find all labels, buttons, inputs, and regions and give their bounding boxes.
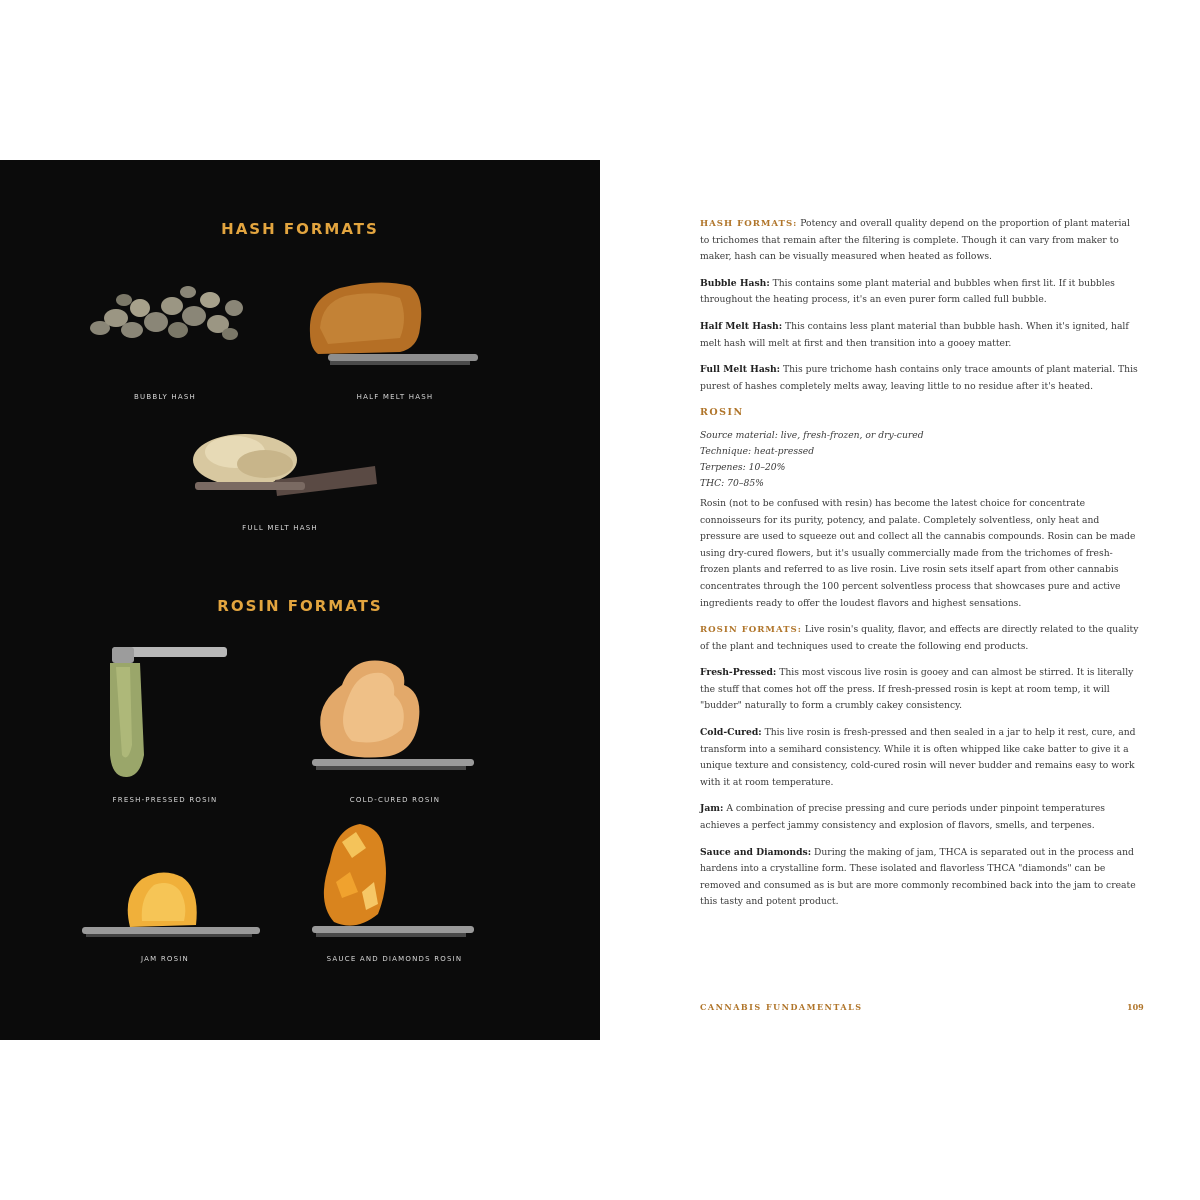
- rosin-thc: THC: 70–85%: [700, 477, 764, 489]
- jam-term: Jam:: [700, 803, 724, 815]
- jam-rosin-image: [82, 865, 262, 945]
- left-page: [0, 160, 600, 1040]
- rosin-formats-title: ROSIN FORMATS: [217, 597, 383, 615]
- half-melt-hash-image: [300, 278, 480, 378]
- sauce-text: During the making of jam, THCA is separated out in the process and hardens into a crystalline form. These isolated and flavorless THCA "diamonds" can be removed and consumed as is but are more commonly recombined back into the jam to create this tasty and potent product.: [700, 846, 1136, 908]
- caption-sauce-and-diamonds-rosin: SAUCE AND DIAMONDS ROSIN: [326, 955, 463, 963]
- cold-cured-rosin-image: [312, 655, 477, 780]
- caption-cold-cured-rosin: COLD-CURED ROSIN: [349, 796, 441, 804]
- page-number: 109: [1127, 1002, 1144, 1012]
- caption-jam-rosin: JAM ROSIN: [141, 955, 189, 963]
- hash-formats-lead: HASH FORMATS:: [700, 219, 798, 229]
- sauce-term: Sauce and Diamonds:: [700, 846, 812, 858]
- half-melt-text: This contains less plant material than bubble hash. When it's ignited, half melt hash will melt at first and then transition into a gooey matter.: [700, 320, 1129, 349]
- full-melt-hash-image: [185, 422, 380, 512]
- rosin-source-material: Source material: live, fresh-frozen, or dry-cured: [700, 429, 924, 441]
- cold-cured-text: This live rosin is fresh-pressed and then sealed in a jar to help it rest, cure, and transform into a semihard consistency. While it is often whipped like cake batter to give it a unique texture and consistency, cold-cured rosin will never budder and remains easy to work with it at room temperature.: [700, 727, 1136, 788]
- cold-cured-term: Cold-Cured:: [700, 727, 762, 739]
- jam-paragraph: [700, 801, 1140, 834]
- hash-formats-paragraph: [700, 216, 1140, 266]
- body-text: [700, 216, 1140, 921]
- rosin-meta: [700, 428, 1140, 492]
- hash-formats-title: HASH FORMATS: [221, 220, 379, 238]
- sauce-and-diamonds-rosin-image: [312, 822, 477, 942]
- full-melt-text: This pure trichome hash contains only trace amounts of plant material. This purest of hashes completely melts away, leaving little to no residue after it's heated.: [700, 364, 1138, 392]
- caption-half-melt-hash: HALF MELT HASH: [356, 393, 434, 401]
- rosin-heading: ROSIN: [700, 407, 744, 419]
- caption-fresh-pressed-rosin: FRESH-PRESSED ROSIN: [112, 796, 218, 804]
- full-melt-term: Full Melt Hash:: [700, 364, 781, 376]
- sauce-paragraph: [700, 845, 1140, 911]
- bubble-hash-text: This contains some plant material and bubbles when first lit. If it bubbles throughout the heating process, it's an even purer form called full bubble.: [700, 277, 1115, 306]
- half-melt-paragraph: [700, 319, 1140, 352]
- fresh-pressed-term: Fresh-Pressed:: [700, 667, 777, 679]
- full-melt-paragraph: [700, 362, 1140, 395]
- rosin-formats-text: Live rosin's quality, flavor, and effects are directly related to the quality of the plant and techniques used to create the following end products.: [700, 624, 1139, 652]
- right-page: [601, 160, 1200, 1040]
- rosin-terpenes: Terpenes: 10–20%: [700, 461, 786, 473]
- caption-bubbly-hash: BUBBLY HASH: [134, 393, 196, 401]
- running-footer-title: CANNABIS FUNDAMENTALS: [700, 1002, 863, 1012]
- hash-formats-text: Potency and overall quality depend on the proportion of plant material to trichomes that remain after the filtering is complete. Though it can vary from maker to maker, hash can be visually measured when heated as follows.: [700, 218, 1130, 263]
- fresh-pressed-text: This most viscous live rosin is gooey and can almost be stirred. It is literally the stuff that comes hot off the press. If fresh-pressed rosin is kept at room temp, it will "budder" naturally to form a crumbly cakey consistency.: [700, 667, 1134, 712]
- jam-text: A combination of precise pressing and cure periods under pinpoint temperatures achieves a perfect jammy consistency and explosion of flavors, smells, and terpenes.: [700, 803, 1105, 832]
- fresh-pressed-paragraph: [700, 665, 1140, 715]
- cold-cured-paragraph: [700, 725, 1140, 791]
- rosin-technique: Technique: heat-pressed: [700, 445, 815, 457]
- bubble-hash-term: Bubble Hash:: [700, 277, 770, 289]
- half-melt-term: Half Melt Hash:: [700, 320, 783, 332]
- rosin-formats-lead: ROSIN FORMATS:: [700, 625, 802, 636]
- rosin-formats-paragraph: [700, 622, 1140, 655]
- caption-full-melt-hash: FULL MELT HASH: [242, 524, 318, 532]
- bubbly-hash-image: [80, 278, 255, 348]
- rosin-paragraph: Rosin (not to be confused with resin) has become the latest choice for concentrate connoisseurs for its purity, potency, and palate. Completely solventless, only heat and pressure are used to squeeze out and collect all the cannabis compounds. Rosin can be made using dry-cured flowers, but it's usually commercially made from the trichomes of fresh-frozen plants and referred to as live rosin. Live rosin sets itself apart from other cannabis concentrates through the 100 percent solventless process that showcases pure and active ingredients ready to offer the loudest flavors and highest sensations.: [700, 497, 1136, 609]
- bubble-hash-paragraph: [700, 276, 1140, 309]
- fresh-pressed-rosin-image: [100, 645, 240, 780]
